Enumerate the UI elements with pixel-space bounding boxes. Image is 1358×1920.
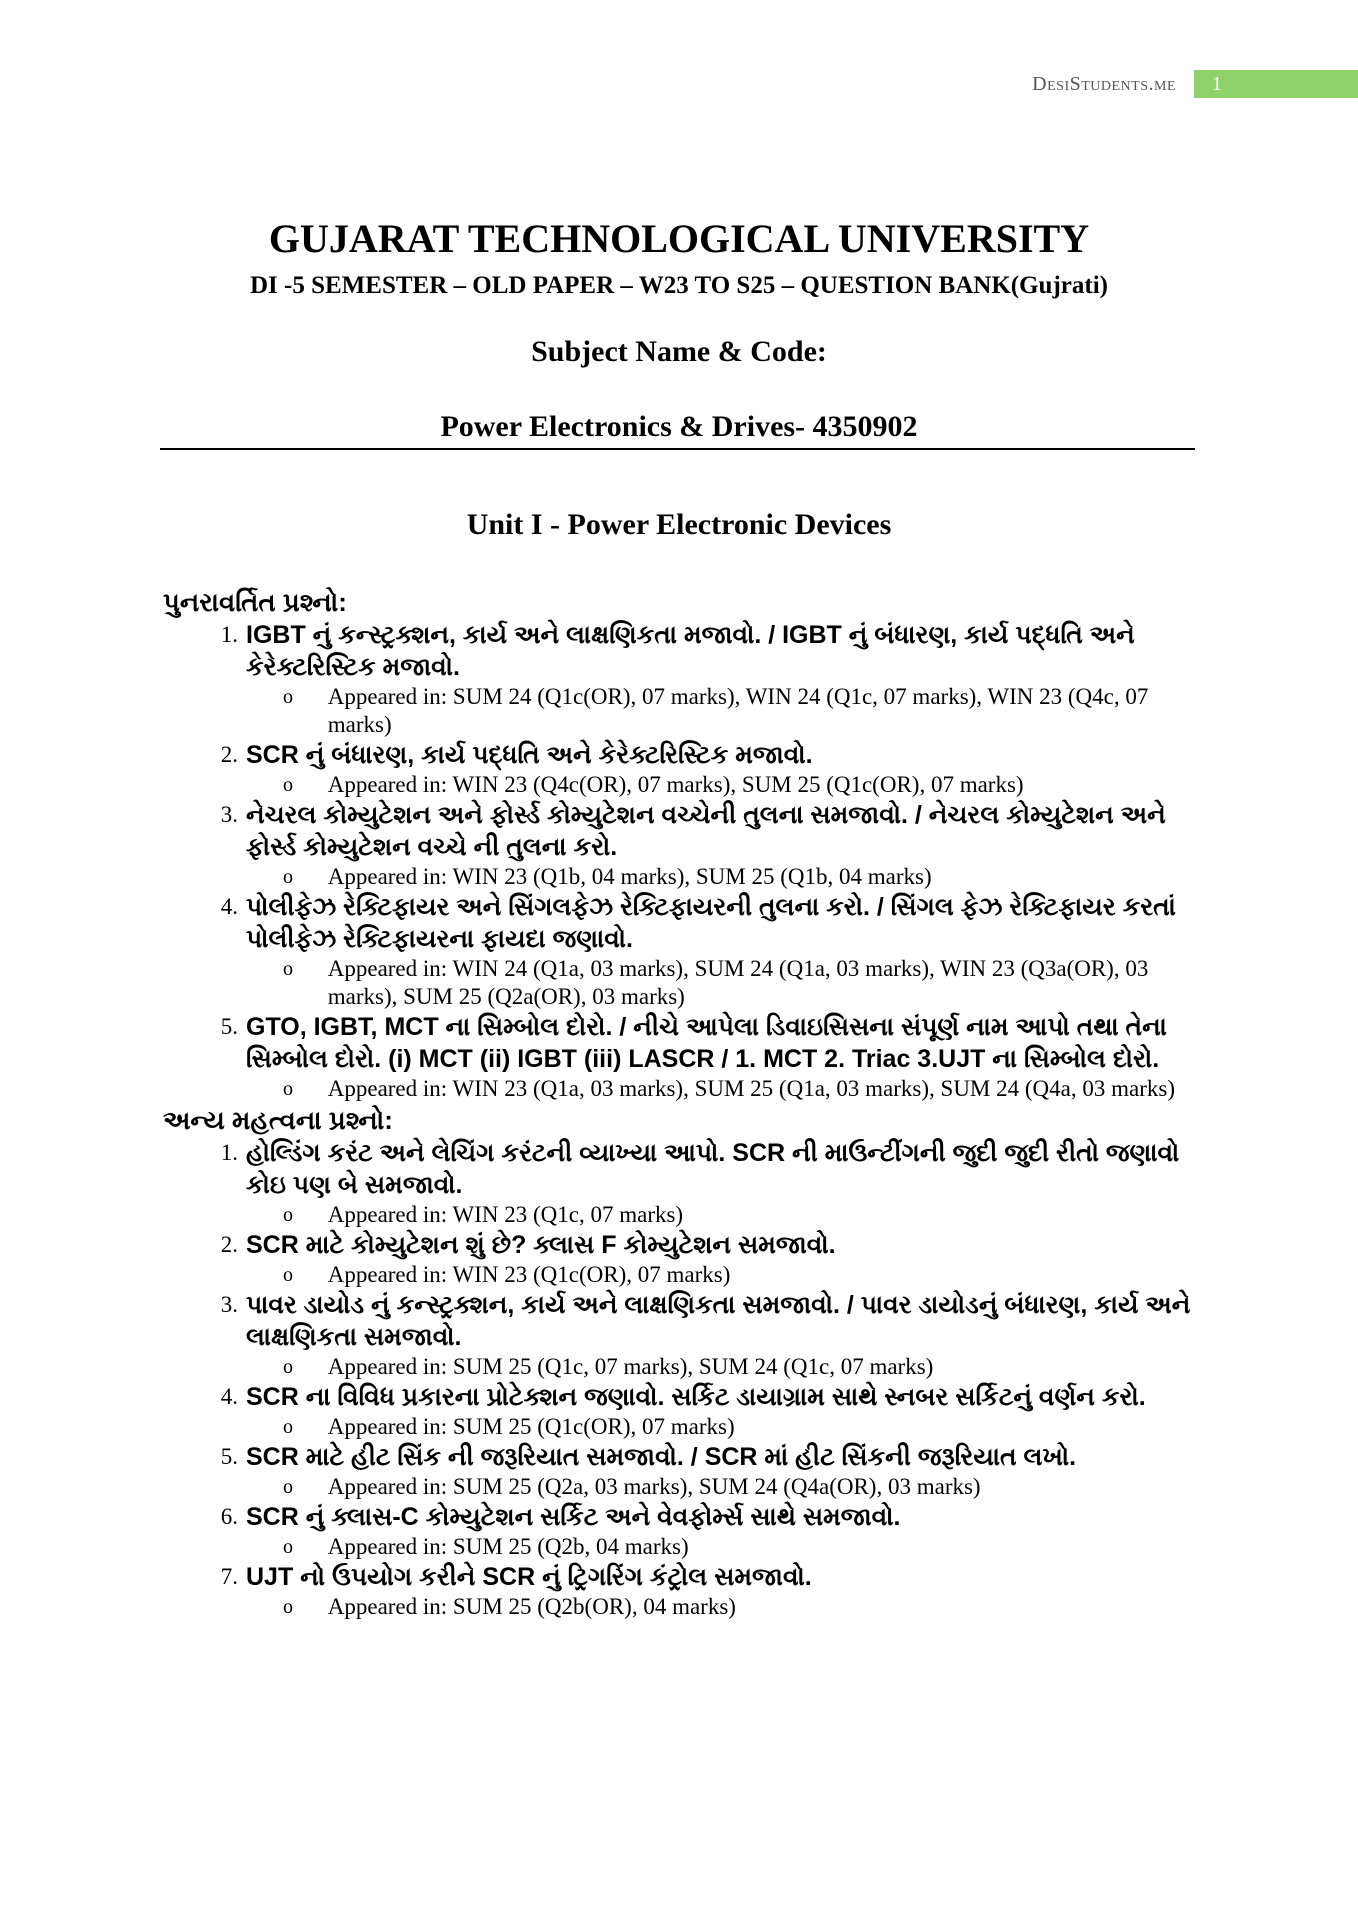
appeared-text: Appeared in: SUM 25 (Q1c(OR), 07 marks) [327,1414,735,1439]
appeared-in [283,771,1203,799]
question-text: GTO, IGBT, MCT ના સિમ્બોલ દોરો. / નીચે આપેલા ડિવાઇસિસના સંપૂર્ણ નામ આપો તથા તેના સિમ્બોલ દોરો. (i) MCT (ii) IGBT (iii) LASCR / 1. MCT 2. Triac 3.UJT ના સિમ્બોલ દોરો. [246,1013,1167,1073]
appeared-text: Appeared in: WIN 23 (Q4c(OR), 07 marks), SUM 25 (Q1c(OR), 07 marks) [327,772,1024,797]
question-text: પોલીફેઝ રેક્ટિફાયર અને સિંગલફેઝ રેક્ટિફાયરની તુલના કરો. / સિંગલ ફેઝ રેક્ટિફાયર કરતાં પોલીફેઝ રેક્ટિફાયરના ફાયદા જણાવો. [246,893,1176,953]
question-number: 4. [220,894,238,919]
question-text: પાવર ડાયોડ નું કન્સ્ટ્રક્શન, કાર્ય અને લાક્ષણિકતા સમજાવો. / પાવર ડાયોડનું બંધારણ, કાર્ય અને લાક્ષણિકતા સમજાવો. [246,1291,1191,1351]
appeared-text: Appeared in: WIN 23 (Q1c, 07 marks) [327,1202,684,1227]
question-item [163,619,1203,683]
unit-heading: Unit I - Power Electronic Devices [466,508,892,541]
bullet-icon: o [283,1264,293,1286]
question-text: SCR નું બંધારણ, કાર્ય પદ્ધતિ અને કેરેક્ટરિસ્ટિક મજાવો. [246,741,813,769]
question-number: 2. [220,742,238,767]
question-text: SCR માટે કોમ્યુટેશન શું છે? ક્લાસ F કોમ્યુટેશન સમજાવો. [246,1231,836,1259]
appeared-in [283,863,1203,891]
question-item [163,1011,1203,1075]
appeared-text: Appeared in: WIN 23 (Q1c(OR), 07 marks) [327,1262,731,1287]
page-header [1032,70,1358,98]
question-item [163,1289,1203,1353]
question-text: નેચરલ કોમ્યુટેશન અને ફોર્સ્ડ કોમ્યુટેશન વચ્ચેની તુલના સમજાવો. / નેચરલ કોમ્યુટેશન અને ફોર્સ્ડ કોમ્યુટેશન વચ્ચે ની તુલના કરો. [246,801,1166,861]
site-name: DesiStudents.me [1032,72,1176,95]
appeared-in [283,1261,1203,1289]
question-number: 2. [220,1232,238,1257]
bullet-icon: o [283,686,293,708]
question-number: 6. [220,1504,238,1529]
bullet-icon: o [283,958,293,980]
question-number: 3. [220,1292,238,1317]
appeared-in [283,1075,1203,1103]
section-heading: અન્ય મહત્વના પ્રશ્નો: [163,1105,393,1135]
appeared-text: Appeared in: WIN 24 (Q1a, 03 marks), SUM 24 (Q1a, 03 marks), WIN 23 (Q3a(OR), 03 marks), SUM 25 (Q2a(OR), 03 marks) [327,956,1149,1009]
question-item [163,1561,1203,1593]
appeared-in [283,1413,1203,1441]
appeared-in [283,1473,1203,1501]
bullet-icon: o [283,1204,293,1226]
question-number: 1. [220,622,238,647]
question-item [163,739,1203,771]
question-item [163,1137,1203,1201]
appeared-text: Appeared in: WIN 23 (Q1b, 04 marks), SUM 25 (Q1b, 04 marks) [327,864,932,889]
appeared-in [283,1353,1203,1381]
bullet-icon: o [283,1078,293,1100]
appeared-text: Appeared in: WIN 23 (Q1a, 03 marks), SUM 25 (Q1a, 03 marks), SUM 24 (Q4a, 03 marks) [327,1076,1175,1101]
question-text: IGBT નું કન્સ્ટ્રક્શન, કાર્ય અને લાક્ષણિકતા મજાવો. / IGBT નું બંધારણ, કાર્ય પદ્ધતિ અને કેરેક્ટરિસ્ટિક મજાવો. [246,621,1135,681]
appeared-in [283,1533,1203,1561]
appeared-text: Appeared in: SUM 25 (Q1c, 07 marks), SUM 24 (Q1c, 07 marks) [327,1354,934,1379]
subject-label: Subject Name & Code: [531,335,827,368]
section-heading: પુનરાવર્તિત પ્રશ્નો: [163,587,347,617]
question-item [163,1381,1203,1413]
page-number: 1 [1194,70,1358,98]
document-title: GUJARAT TECHNOLOGICAL UNIVERSITY [268,216,1090,261]
question-item [163,1441,1203,1473]
appeared-in [283,683,1203,739]
bullet-icon: o [283,1356,293,1378]
appeared-in [283,1201,1203,1229]
appeared-in [283,955,1203,1011]
question-text: SCR ના વિવિધ પ્રકારના પ્રોટેક્શન જણાવો. સર્કિટ ડાયાગ્રામ સાથે સ્નબર સર્કિટનું વર્ણન કરો. [246,1383,1146,1411]
bullet-icon: o [283,1536,293,1558]
appeared-text: Appeared in: SUM 24 (Q1c(OR), 07 marks), WIN 24 (Q1c, 07 marks), WIN 23 (Q4c, 07 marks) [327,684,1149,737]
question-text: SCR નું ક્લાસ-C કોમ્યુટેશન સર્કિટ અને વેવફોર્મ્સ સાથે સમજાવો. [246,1503,901,1531]
question-number: 5. [220,1444,238,1469]
subject-name: Power Electronics & Drives- 4350902 [440,410,918,443]
bullet-icon: o [283,774,293,796]
question-text: UJT નો ઉપયોગ કરીને SCR નું ટ્રિગરિંગ કંટ્રોલ સમજાવો. [246,1563,812,1591]
question-text: હોલ્ડિંગ કરંટ અને લેચિંગ કરંટની વ્યાખ્યા આપો. SCR ની માઉન્ટીંગની જુદી જુદી રીતો જણાવો કોઇ પણ બે સમજાવો. [246,1139,1180,1199]
question-number: 3. [220,802,238,827]
appeared-text: Appeared in: SUM 25 (Q2b(OR), 04 marks) [327,1594,736,1619]
question-number: 1. [220,1140,238,1165]
question-number: 5. [220,1014,238,1039]
bullet-icon: o [283,1416,293,1438]
document-subtitle: DI -5 SEMESTER – OLD PAPER – W23 TO S25 – QUESTION BANK(Gujrati) [250,272,1108,299]
appeared-in [283,1593,1203,1621]
question-item [163,1501,1203,1533]
question-number: 4. [220,1384,238,1409]
appeared-text: Appeared in: SUM 25 (Q2a, 03 marks), SUM 24 (Q4a(OR), 03 marks) [327,1474,981,1499]
divider [160,448,1195,450]
bullet-icon: o [283,866,293,888]
question-item [163,891,1203,955]
question-item [163,799,1203,863]
question-item [163,1229,1203,1261]
question-text: SCR માટે હીટ સિંક ની જરૂરિયાત સમજાવો. / SCR માં હીટ સિંકની જરૂરિયાત લખો. [246,1443,1077,1471]
question-list [163,585,1203,1621]
question-number: 7. [220,1564,238,1589]
bullet-icon: o [283,1596,293,1618]
appeared-text: Appeared in: SUM 25 (Q2b, 04 marks) [327,1534,689,1559]
bullet-icon: o [283,1476,293,1498]
